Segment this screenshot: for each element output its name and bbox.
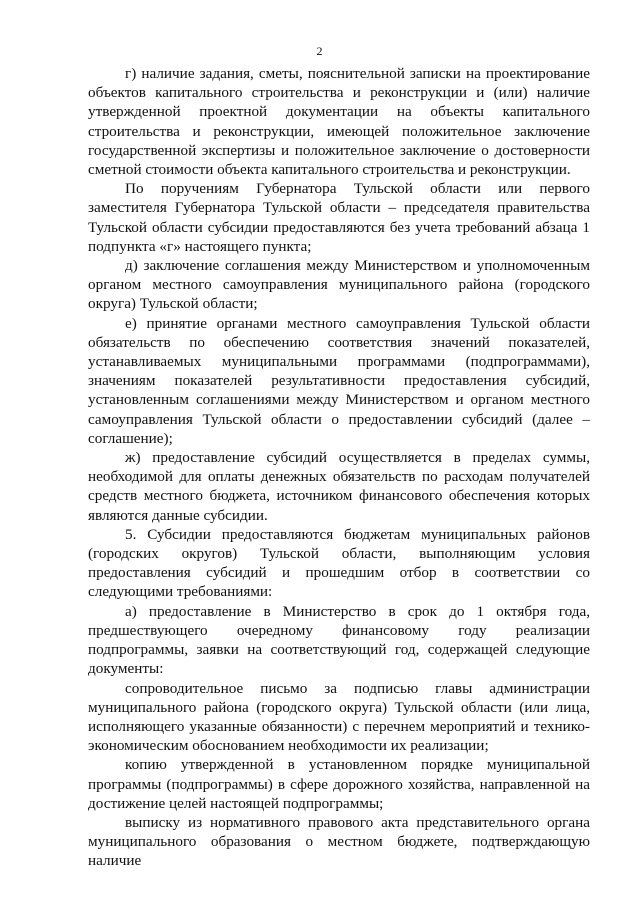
paragraph-budget-extract: выписку из нормативного правового акта представительного органа муниципального образования о местном бюджете, подтверждающую наличие <box>88 813 590 870</box>
paragraph-g-documentation: г) наличие задания, сметы, пояснительной записки на проектирование объектов капитального строительства и реконструкции и (или) наличие утвержденной проектной документации на объекты капитального строительства и реконструкции, имеющей положительное заключение государственной экспертизы и положительное заключение о достоверности сметной стоимости объекта капитального строительства и реконструкции. <box>88 65 590 179</box>
paragraph-a-application: а) предоставление в Министерство в срок до 1 октября года, предшествующего очередному финансовому году реализации подпрограммы, заявки на соответствующий год, содержащей следующие документы: <box>88 602 590 678</box>
page-number: 2 <box>316 44 323 58</box>
paragraph-program-copy: копию утвержденной в установленном порядке муниципальной программы (подпрограммы) в сфере дорожного хозяйства, направленной на достижение целей настоящей подпрограммы; <box>88 756 590 812</box>
document-body <box>88 64 590 871</box>
paragraph-e-obligations: е) принятие органами местного самоуправления Тульской области обязательств по обеспечению соответствия значений показателей, устанавливаемых муниципальными программами (подпрограммами), значениям показателей результативности предоставления субсидий, установленным соглашениями между Министерством и органом местного самоуправления Тульской области о предоставлении субсидий (далее – соглашение); <box>88 314 590 447</box>
paragraph-governor-instructions: По поручениям Губернатора Тульской области или первого заместителя Губернатора Тульской области – председателя правительства Тульской области субсидии предоставляются без учета требований абзаца 1 подпункта «г» настоящего пункта; <box>88 180 590 255</box>
paragraph-5-subsidies: 5. Субсидии предоставляются бюджетам муниципальных районов (городских округов) Тульской области, выполняющим условия предоставления субсидий и прошедшим отбор в соответствии со следующими требованиями: <box>88 525 590 601</box>
paragraph-zh-limits: ж) предоставление субсидий осуществляется в пределах суммы, необходимой для оплаты денежных обязательств по расходам получателей средств местного бюджета, источником финансового обеспечения которых являются данные субсидии. <box>88 449 590 524</box>
paragraph-d-agreement: д) заключение соглашения между Министерством и уполномоченным органом местного самоуправления муниципального района (городского округа) Тульской области; <box>88 257 590 313</box>
paragraph-cover-letter: сопроводительное письмо за подписью главы администрации муниципального района (городского округа) Тульской области (или лица, исполняющего указанные обязанности) с перечнем мероприятий и технико-экономическим обоснованием необходимости их реализации; <box>88 679 590 755</box>
